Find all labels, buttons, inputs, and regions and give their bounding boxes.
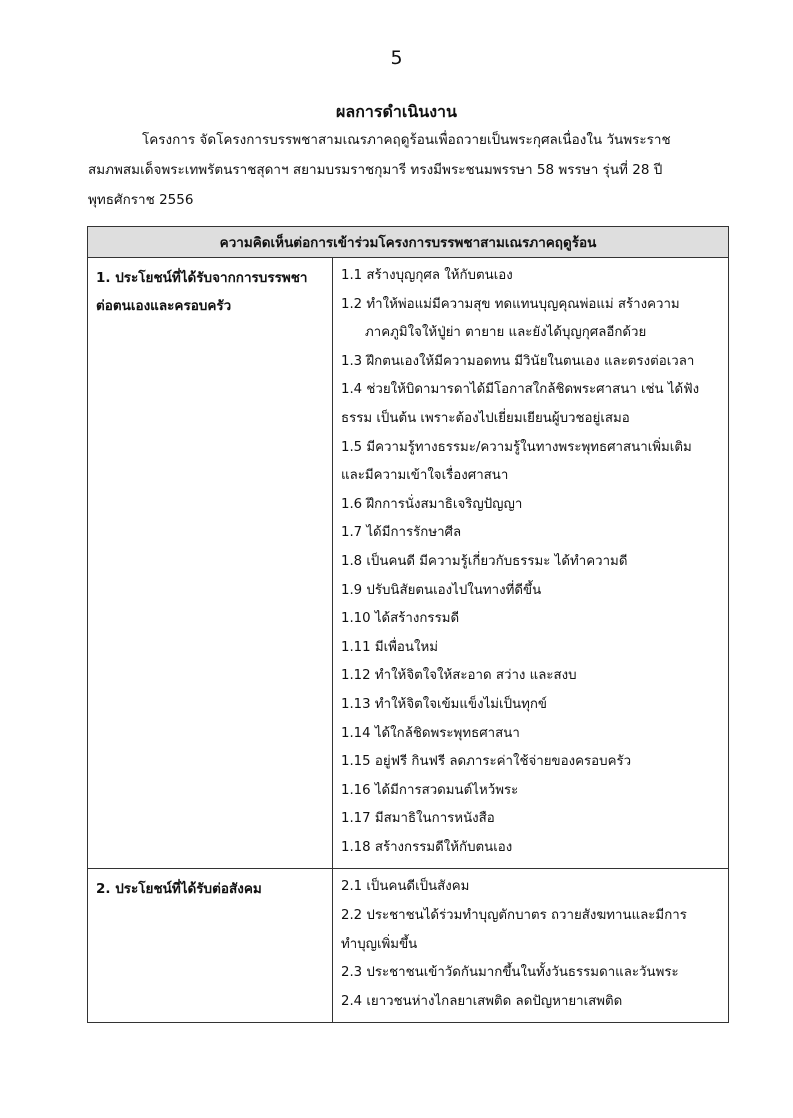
list-item [341, 376, 722, 433]
category-label: 2. ประโยชน์ที่ได้รับต่อสังคม [96, 881, 262, 898]
list-item-continuation: และมีความเข้าใจเรื่องศาสนา [341, 468, 509, 484]
list-item-text: 1.16 ได้มีการสวดมนต์ไหว้พระ [341, 782, 519, 798]
items-cell [333, 869, 729, 1023]
list-item [341, 902, 722, 959]
list-item [341, 348, 722, 377]
category-cell [88, 869, 333, 1023]
list-item [341, 777, 722, 806]
list-item-continuation: ธรรม เป็นต้น เพราะต้องไปเยี่ยมเยียนผู้บวชอยู่เสมอ [341, 410, 630, 426]
list-item [341, 262, 722, 291]
list-item-text: 1.12 ทำให้จิตใจให้สะอาด สว่าง และสงบ [341, 668, 577, 684]
list-item-text: 2.2 ประชาชนได้ร่วมทำบุญตักบาตร ถวายสังฆทานและมีการ [341, 908, 687, 924]
list-item [341, 959, 722, 988]
list-item [341, 519, 722, 548]
table-row [88, 258, 729, 869]
list-item-continuation: ทำบุญเพิ่มขึ้น [341, 936, 418, 952]
list-item [341, 577, 722, 606]
items-cell [333, 258, 729, 869]
list-item-text: 1.1 สร้างบุญกุศล ให้กับตนเอง [341, 268, 513, 283]
list-item-text: 1.8 เป็นคนดี มีความรู้เกี่ยวกับธรรมะ ได้ทำความดี [341, 553, 628, 569]
table-row [88, 869, 729, 1023]
list-item-text: 2.4 เยาวชนห่างไกลยาเสพติด ลดปัญหายาเสพติด [341, 993, 623, 1009]
list-item [341, 434, 722, 491]
benefit-list [333, 258, 728, 868]
opinion-table [87, 226, 729, 1023]
list-item [341, 873, 722, 902]
list-item-text: 1.3 ฝึกตนเองให้มีความอดทน มีวินัยในตนเอง และตรงต่อเวลา [341, 353, 695, 369]
list-item [341, 834, 722, 863]
list-item-text: 1.5 มีความรู้ทางธรรมะ/ความรู้ในทางพระพุทธศาสนาเพิ่มเติม [341, 439, 692, 455]
intro-line-1: โครงการ จัดโครงการบรรพชาสามเณรภาคฤดูร้อนเพื่อถวายเป็นพระกุศลเนื่องใน วันพระราช [142, 132, 671, 148]
intro-line-3: พุทธศักราช 2556 [88, 192, 194, 208]
page-number: 5 [390, 47, 403, 69]
list-item [341, 805, 722, 834]
list-item-text: 1.7 ได้มีการรักษาศีล [341, 525, 462, 541]
list-item-text: 1.2 ทำให้พ่อแม่มีความสุข ทดแทนบุญคุณพ่อแม่ สร้างความ [341, 296, 680, 312]
list-item-text: 1.10 ได้สร้างกรรมดี [341, 611, 460, 627]
category-label: ต่อตนเองและครอบครัว [96, 298, 232, 314]
list-item [341, 748, 722, 777]
list-item [341, 548, 722, 577]
list-item [341, 662, 722, 691]
section-title: ผลการดำเนินงาน [336, 102, 457, 121]
list-item-text: 2.3 ประชาชนเข้าวัดกันมากขึ้นในทั้งวันธรรมดาและวันพระ [341, 965, 679, 981]
list-item [341, 691, 722, 720]
list-item [341, 634, 722, 663]
category-cell [88, 258, 333, 869]
list-item-text: 1.11 มีเพื่อนใหม่ [341, 639, 439, 655]
benefit-list [333, 869, 728, 1022]
list-item-text: 1.4 ช่วยให้บิดามารดาได้มีโอกาสใกล้ชิดพระศาสนา เช่น ได้ฟัง [341, 382, 700, 398]
list-item-text: 1.17 มีสมาธิในการหนังสือ [341, 811, 495, 827]
list-item-text: 1.14 ได้ใกล้ชิดพระพุทธศาสนา [341, 725, 520, 741]
list-item-text: 1.6 ฝึกการนั่งสมาธิเจริญปัญญา [341, 496, 523, 512]
list-item-text: 1.15 อยู่ฟรี กินฟรี ลดภาระค่าใช้จ่ายของครอบครัว [341, 754, 632, 770]
intro-line-2: สมภพสมเด็จพระเทพรัตนราชสุดาฯ สยามบรมราชกุมารี ทรงมีพระชนมพรรษา 58 พรรษา รุ่นที่ 28 ปี [88, 162, 663, 178]
list-item [341, 988, 722, 1017]
list-item-text: 1.9 ปรับนิสัยตนเองไปในทางที่ดีขึ้น [341, 582, 542, 598]
category-label: 1. ประโยชน์ที่ได้รับจากการบรรพชา [96, 270, 308, 286]
list-item-text: 2.1 เป็นคนดีเป็นสังคม [341, 879, 470, 895]
list-item-continuation: ภาคภูมิใจให้ปู่ย่า ตายาย และยังได้บุญกุศลอีกด้วย [365, 325, 647, 341]
table-header: ความคิดเห็นต่อการเข้าร่วมโครงการบรรพชาสามเณรภาคฤดูร้อน [88, 227, 729, 258]
list-item-text: 1.18 สร้างกรรมดีให้กับตนเอง [341, 839, 513, 855]
list-item [341, 720, 722, 749]
list-item [341, 291, 722, 348]
list-item [341, 605, 722, 634]
list-item [341, 491, 722, 520]
list-item-text: 1.13 ทำให้จิตใจเข้มแข็งไม่เป็นทุกข์ [341, 696, 548, 712]
